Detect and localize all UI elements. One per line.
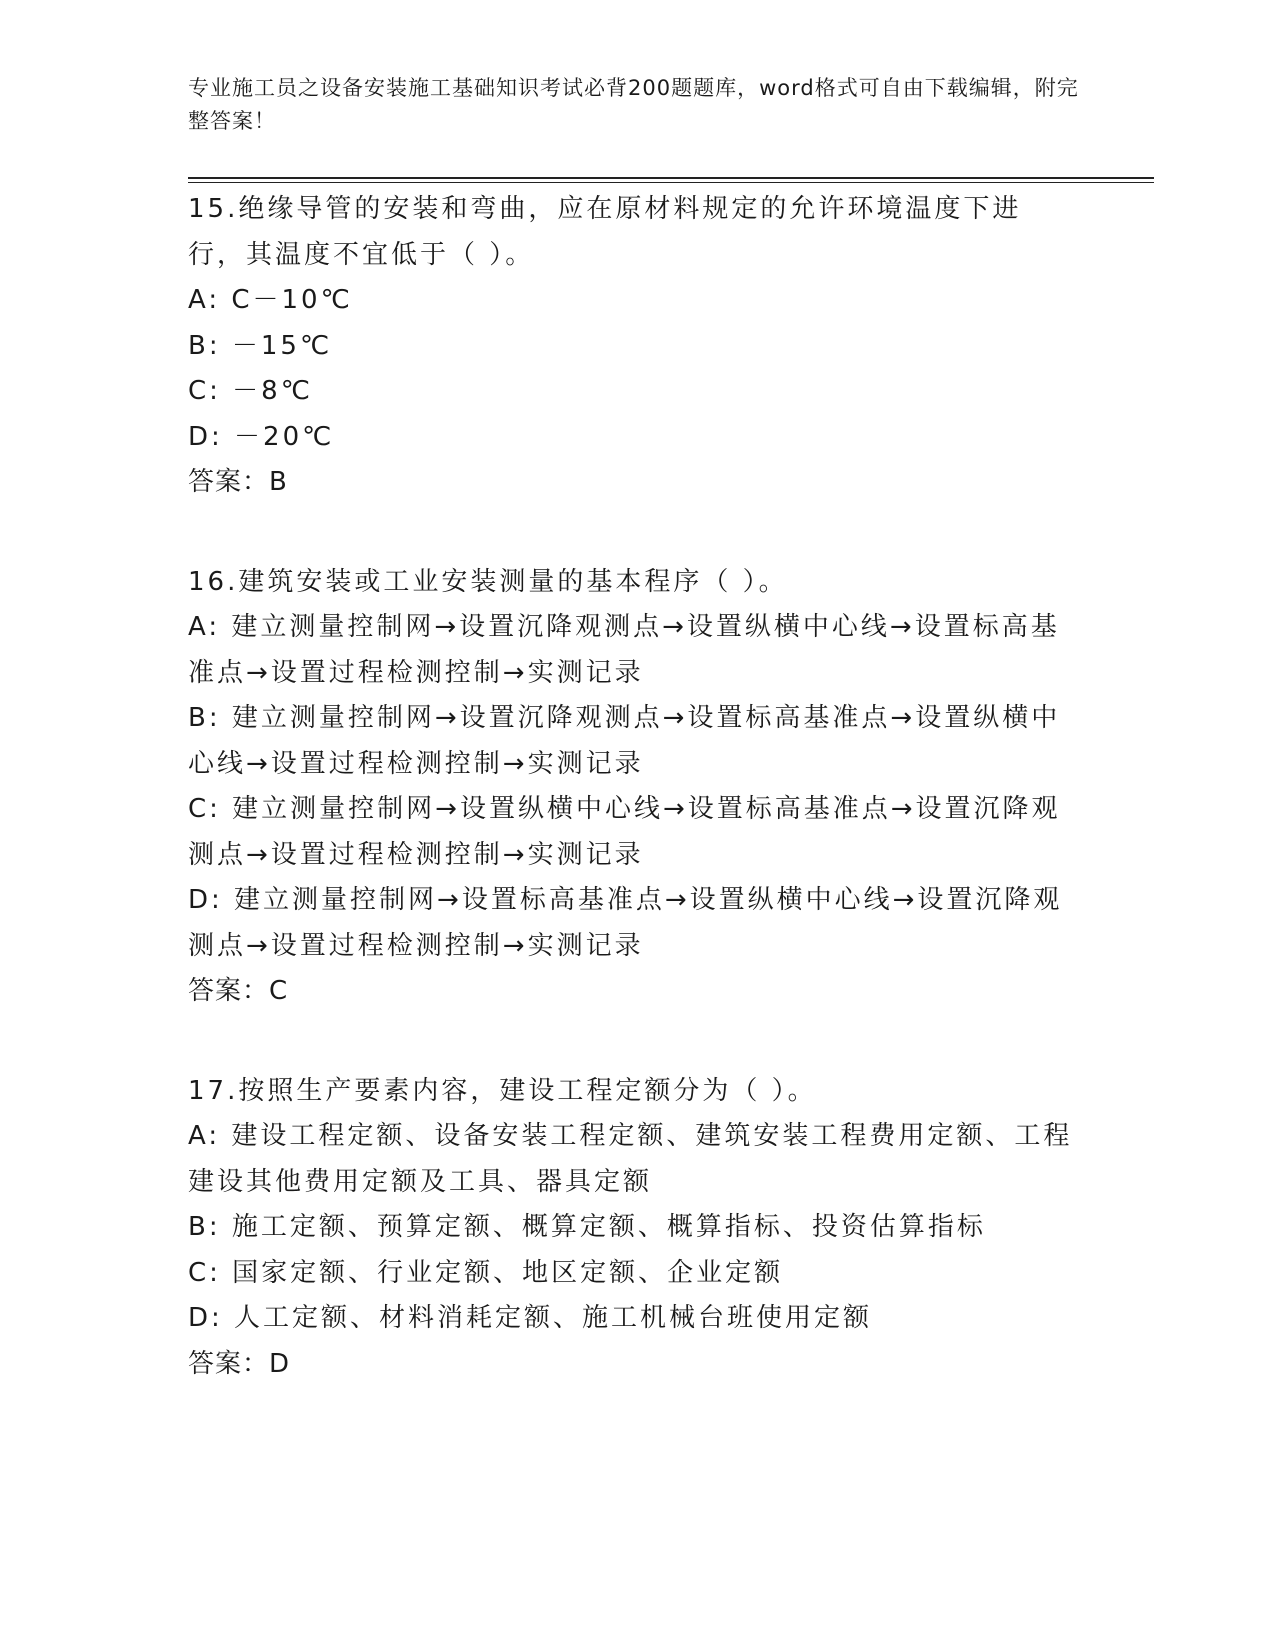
question-stem: 16.建筑安装或工业安装测量的基本程序（ ）。 [188,566,788,597]
option-a: A: 建设工程定额、设备安装工程定额、建筑安装工程费用定额、工程建设其他费用定额及工具、器具定额 [188,1121,1073,1197]
option-d: D: 建立测量控制网→设置标高基准点→设置纵横中心线→设置沉降观测点→设置过程检测控制→实测记录 [188,885,1063,961]
question-stem: 15.绝缘导管的安装和弯曲，应在原材料规定的允许环境温度下进行，其温度不宜低于（ ）。 [188,194,1022,270]
document-header [188,72,1088,138]
option-c: C: 建立测量控制网→设置纵横中心线→设置标高基准点→设置沉降观测点→设置过程检测控制→实测记录 [188,794,1061,870]
option-c: C: －8℃ [188,376,313,406]
question-17 [188,1069,1078,1388]
question-stem: 17.按照生产要素内容，建设工程定额分为（ ）。 [188,1075,817,1106]
option-a: A: C－10℃ [188,285,353,315]
header-divider-thin [188,182,1154,183]
question-16 [188,560,1078,1015]
option-a: A: 建立测量控制网→设置沉降观测点→设置纵横中心线→设置标高基准点→设置过程检测控制→实测记录 [188,612,1060,688]
header-divider-thick [188,177,1154,179]
option-b: B: 建立测量控制网→设置沉降观测点→设置标高基准点→设置纵横中心线→设置过程检测控制→实测记录 [188,703,1061,779]
question-15 [188,187,1078,506]
option-d: D: 人工定额、材料消耗定额、施工机械台班使用定额 [188,1303,873,1333]
answer-line: 答案：C [188,976,289,1006]
option-b: B: －15℃ [188,330,333,361]
option-b: B: 施工定额、预算定额、概算定额、概算指标、投资估算指标 [188,1212,986,1242]
question-list [188,187,1078,1441]
answer-line: 答案：D [188,1348,291,1379]
option-d: D: －20℃ [188,421,335,452]
option-c: C: 国家定额、行业定额、地区定额、企业定额 [188,1257,784,1288]
document-title: 专业施工员之设备安装施工基础知识考试必背200题题库，word格式可自由下载编辑，附完整答案！ [188,76,1079,133]
answer-line: 答案：B [188,467,288,497]
